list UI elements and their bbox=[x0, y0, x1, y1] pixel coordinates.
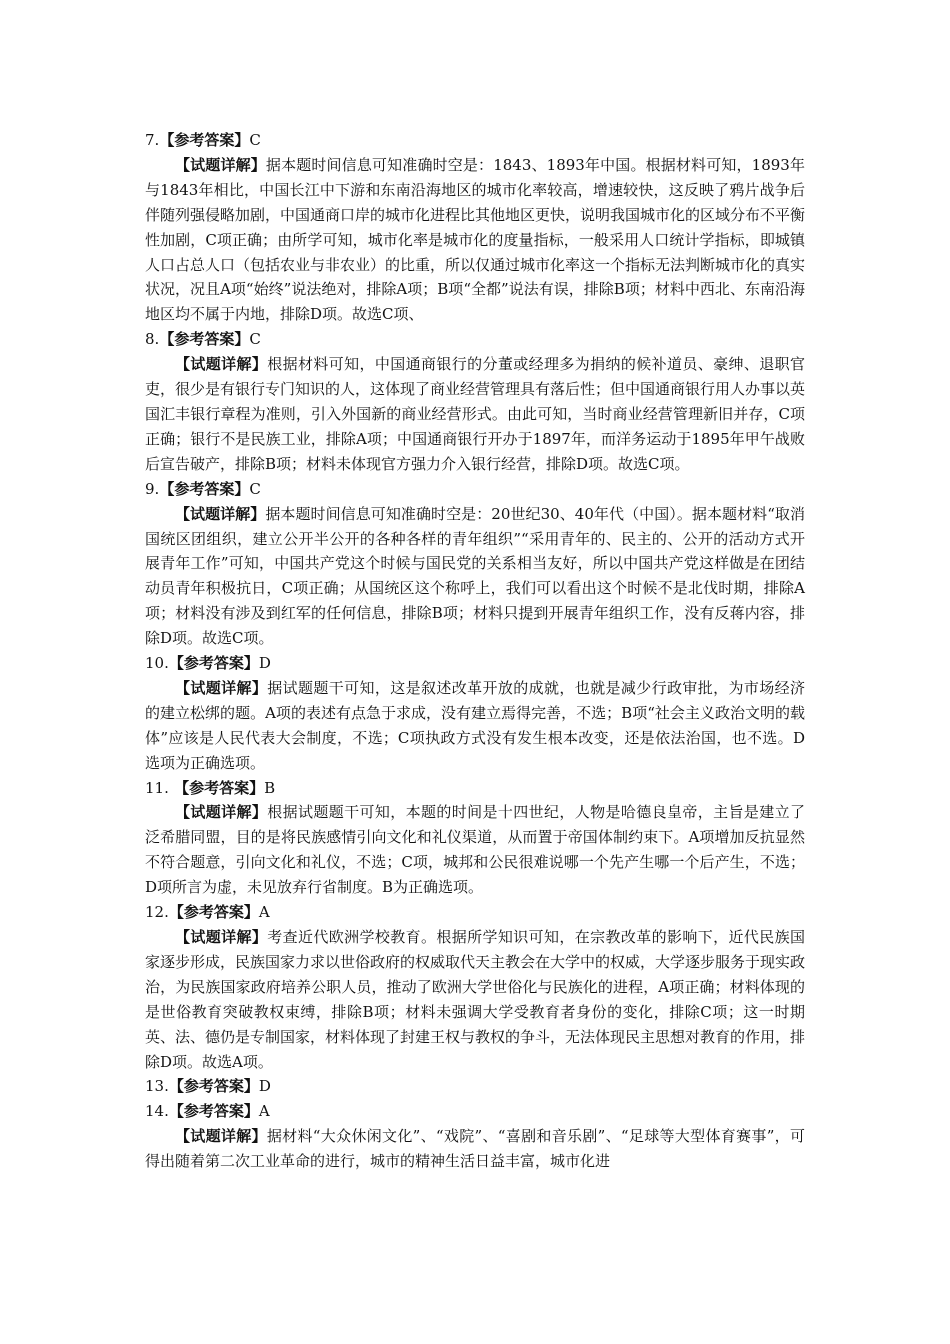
answer-tag: 【参考答案】 bbox=[168, 1102, 259, 1121]
answer-entry-12 bbox=[145, 900, 805, 1074]
answer-line bbox=[145, 327, 805, 352]
answer-line bbox=[145, 477, 805, 502]
explanation-paragraph bbox=[145, 676, 805, 776]
answer-line bbox=[145, 651, 805, 676]
answer-tag: 【参考答案】 bbox=[159, 330, 250, 349]
answer-entry-9 bbox=[145, 477, 805, 651]
answer-line bbox=[145, 128, 805, 153]
explanation-paragraph bbox=[145, 925, 805, 1074]
answer-letter: D bbox=[258, 1077, 271, 1096]
answer-tag: 【参考答案】 bbox=[168, 654, 259, 673]
answer-tag: 【参考答案】 bbox=[168, 1077, 259, 1096]
detail-tag: 【试题详解】 bbox=[175, 1127, 267, 1146]
explanation-paragraph bbox=[145, 800, 805, 900]
answer-entry-7 bbox=[145, 128, 805, 327]
question-number: 13. bbox=[145, 1077, 169, 1096]
answer-entry-8 bbox=[145, 327, 805, 476]
answer-letter: C bbox=[249, 330, 261, 349]
answer-letter: A bbox=[258, 1102, 270, 1121]
detail-text: 据本题时间信息可知准确时空是：1843、1893年中国。根据材料可知，1893年与1843年相比，中国长江中下游和东南沿海地区的城市化率较高，增速较快，这反映了鸦片战争后伴随列强侵略加剧，中国通商口岸的城市化进程比其他地区更快，说明我国城市化的区域分布不平衡性加剧，C项正确；由所学可知，城市化率是城市化的度量指标，一般采用人口统计学指标，即城镇人口占总人口（包括农业与非农业）的比重，所以仅通过城市化率这一个指标无法判断城市化的真实状况，况且A项“始终”说法绝对，排除A项；B项“全都”说法有误，排除B项；材料中西北、东南沿海地区均不属于内地，排除D项。故选C项、 bbox=[145, 155, 806, 324]
question-number: 14. bbox=[145, 1102, 169, 1121]
answer-line bbox=[145, 1074, 805, 1099]
question-number: 12. bbox=[145, 903, 169, 922]
answer-letter: C bbox=[249, 131, 261, 149]
detail-text: 据本题时间信息可知准确时空是：20世纪30、40年代（中国）。据本题材料“取消国统区团组织，建立公开半公开的各种各样的青年组织”“采用青年的、民主的、公开的活动方式开展青年工作”可知，中国共产党这个时候与国民党的关系相当友好，所以中国共产党这样做是在团结动员青年积极抗日，C项正确；从国统区这个称呼上，我们可以看出这个时候不是北伐时期，排除A项；材料没有涉及到红军的任何信息，排除B项；材料只提到开展青年组织工作，没有反蒋内容，排除D项。故选C项。 bbox=[145, 504, 805, 648]
question-number: 9. bbox=[145, 479, 160, 498]
detail-text: 据试题题干可知，这是叙述改革开放的成就，也就是减少行政审批，为市场经济的建立松绑的题。A项的表述有点急于求成，没有建立焉得完善，不选；B项“社会主义政治文明的载体”应该是人民代表大会制度，不选；C项执政方式没有发生根本改变，还是依法治国，也不选。D选项为正确选项。 bbox=[145, 678, 805, 772]
answer-entry-13 bbox=[145, 1074, 805, 1099]
answer-letter: C bbox=[249, 479, 261, 498]
answer-entry-14 bbox=[145, 1099, 805, 1174]
question-number: 11. bbox=[145, 778, 169, 797]
question-number: 8. bbox=[145, 330, 160, 349]
detail-text: 根据试题题干可知，本题的时间是十四世纪，人物是哈德良皇帝，主旨是建立了泛希腊同盟，目的是将民族感情引向文化和礼仪渠道，从而置于帝国体制约束下。A项增加反抗显然不符合题意，引向文化和礼仪，不选；C项，城邦和公民很难说哪一个先产生哪一个后产生，不选；D项所言为虚，未见放弃行省制度。B为正确选项。 bbox=[145, 803, 805, 897]
detail-tag: 【试题详解】 bbox=[175, 678, 268, 697]
explanation-paragraph bbox=[145, 352, 805, 477]
answer-key-content bbox=[145, 128, 805, 1174]
detail-tag: 【试题详解】 bbox=[175, 928, 268, 946]
explanation-paragraph bbox=[145, 1124, 805, 1174]
question-number: 10. bbox=[145, 654, 169, 673]
detail-tag: 【试题详解】 bbox=[175, 504, 266, 523]
explanation-paragraph bbox=[145, 153, 805, 327]
detail-text: 根据材料可知，中国通商银行的分董或经理多为捐纳的候补道员、豪绅、退职官吏，很少是有银行专门知识的人，这体现了商业经营管理具有落后性；但中国通商银行用人办事以英国汇丰银行章程为准则，引入外国新的商业经营形式。由此可知，当时商业经营管理新旧并存，C项正确；银行不是民族工业，排除A项；中国通商银行开办于1897年，而洋务运动于1895年甲午战败后宣告破产，排除B项；材料未体现官方强力介入银行经营，排除D项。故选C项。 bbox=[145, 355, 806, 473]
question-number: 7. bbox=[145, 131, 160, 149]
answer-tag: 【参考答案】 bbox=[168, 778, 265, 797]
answer-tag: 【参考答案】 bbox=[168, 903, 259, 922]
answer-line bbox=[145, 900, 805, 925]
detail-text: 考查近代欧洲学校教育。根据所学知识可知，在宗教改革的影响下，近代民族国家逐步形成，民族国家力求以世俗政府的权威取代天主教会在大学中的权威，大学逐步服务于现实政治，为民族国家政府培养公职人员，推动了欧洲大学世俗化与民族化的进程，A项正确；材料体现的是世俗教育突破教权束缚，排除B项；材料未强调大学受教育者身份的变化，排除C项；这一时期英、法、德仍是专制国家，材料体现了封建王权与教权的争斗，无法体现民主思想对教育的作用，排除D项。故选A项。 bbox=[145, 928, 806, 1071]
detail-tag: 【试题详解】 bbox=[175, 803, 268, 822]
answer-tag: 【参考答案】 bbox=[159, 131, 250, 149]
answer-entry-11 bbox=[145, 776, 805, 901]
explanation-paragraph bbox=[145, 502, 805, 651]
answer-letter: A bbox=[258, 903, 270, 922]
answer-line bbox=[145, 1099, 805, 1124]
detail-text: 据材料“大众休闲文化”、“戏院”、“喜剧和音乐剧”、“足球等大型体育赛事”，可得出随着第二次工业革命的进行，城市的精神生活日益丰富，城市化进 bbox=[145, 1127, 805, 1171]
answer-tag: 【参考答案】 bbox=[159, 479, 250, 498]
answer-letter: B bbox=[264, 778, 276, 797]
answer-line bbox=[145, 776, 805, 801]
answer-entry-10 bbox=[145, 651, 805, 776]
detail-tag: 【试题详解】 bbox=[175, 155, 266, 174]
answer-letter: D bbox=[258, 654, 271, 673]
detail-tag: 【试题详解】 bbox=[175, 355, 268, 374]
